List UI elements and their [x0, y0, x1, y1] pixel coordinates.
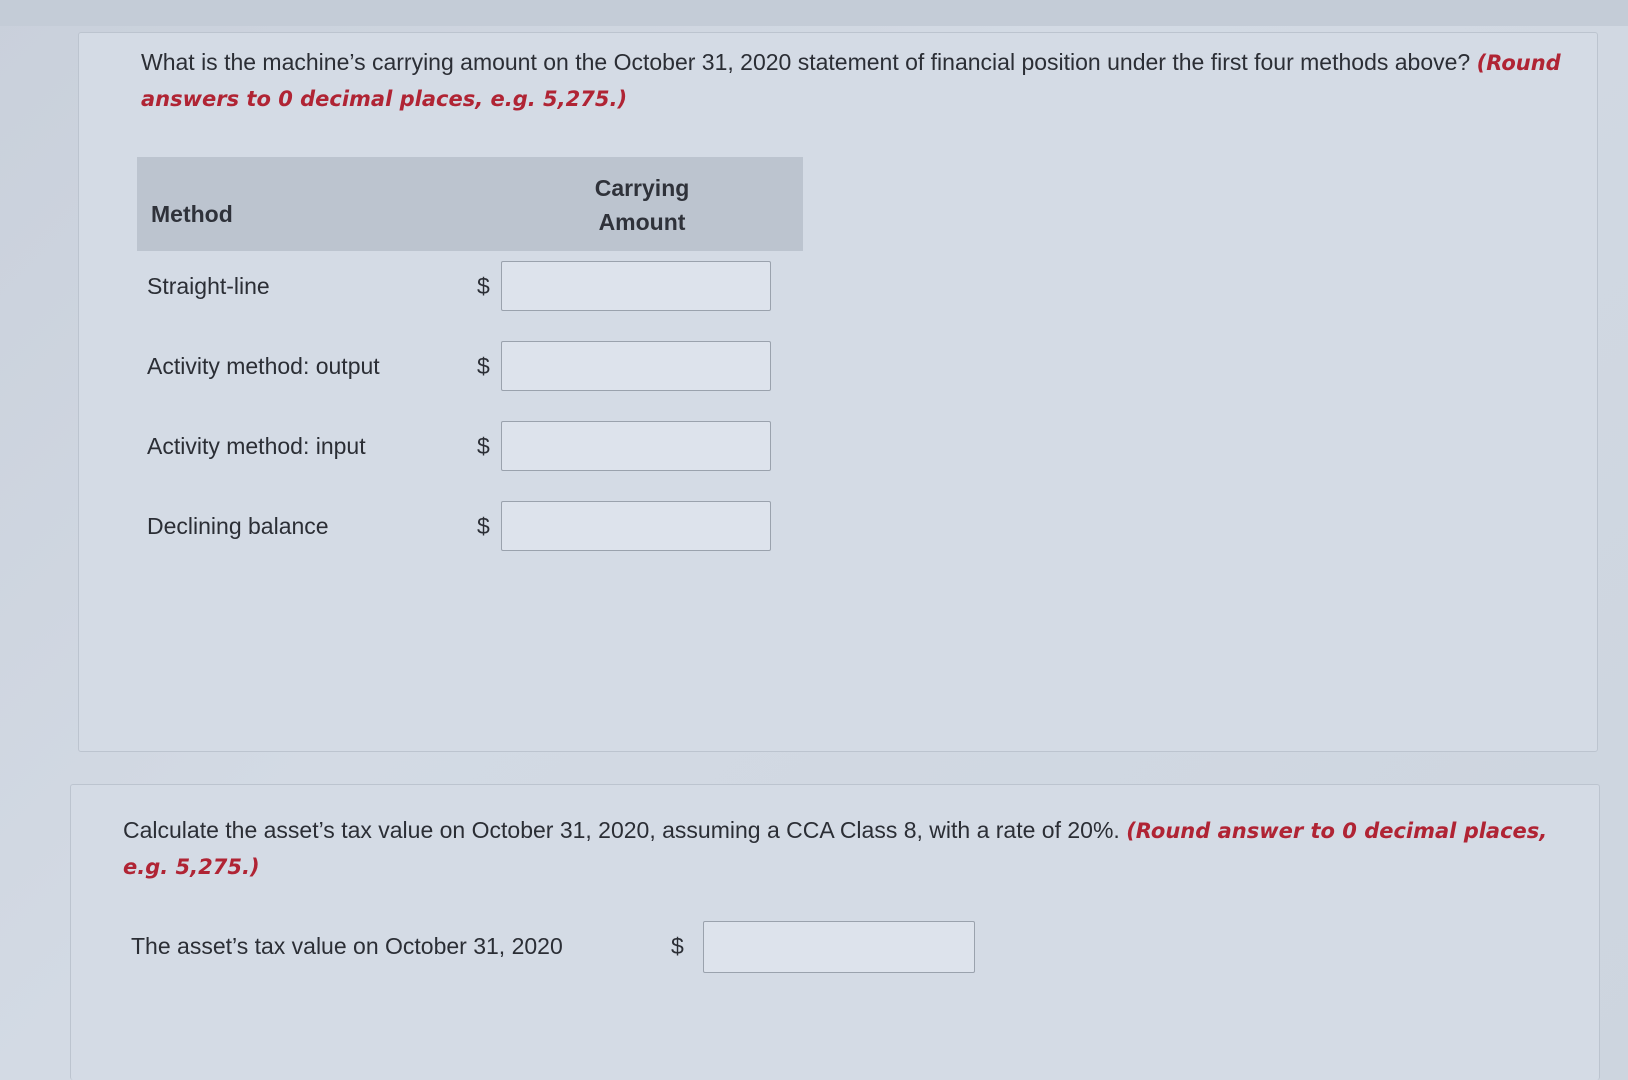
carrying-amount-panel	[78, 32, 1598, 752]
dollar-sign: $	[477, 513, 490, 539]
top-strip	[0, 0, 1628, 26]
dollar-sign: $	[671, 933, 684, 959]
dollar-sign: $	[477, 273, 490, 299]
tax-value-input[interactable]	[703, 921, 975, 973]
method-column-header: Method	[151, 201, 233, 227]
question-text: Calculate the asset’s tax value on October 31, 2020, assuming a CCA Class 8, with a rate of 20%.	[123, 817, 1120, 843]
row-label-activity-input: Activity method: input	[147, 433, 366, 459]
straight-line-amount-input[interactable]	[501, 261, 771, 311]
tax-value-panel	[70, 784, 1600, 1080]
table-header	[137, 157, 803, 251]
row-label-straight-line: Straight-line	[147, 273, 270, 299]
row-label-activity-output: Activity method: output	[147, 353, 380, 379]
table-row-activity-input	[137, 421, 803, 477]
tax-value-row	[131, 921, 971, 977]
activity-output-amount-input[interactable]	[501, 341, 771, 391]
declining-balance-amount-input[interactable]	[501, 501, 771, 551]
carrying-amount-question	[141, 45, 1561, 117]
table-row-declining-balance	[137, 501, 803, 557]
dollar-sign: $	[477, 433, 490, 459]
table-row-activity-output	[137, 341, 803, 397]
dollar-sign: $	[477, 353, 490, 379]
question-text: What is the machine’s carrying amount on the October 31, 2020 statement of financial position under the first four methods above?	[141, 49, 1471, 75]
tax-value-label: The asset’s tax value on October 31, 2020	[131, 933, 563, 959]
rounding-hint: (Round answer to 0 decimal places, e.g. 5,275.)	[123, 819, 1548, 879]
row-label-declining-balance: Declining balance	[147, 513, 329, 539]
tax-value-question	[123, 813, 1563, 885]
carrying-amount-column-header	[567, 171, 717, 239]
table-row-straight-line	[137, 261, 803, 317]
carrying-amount-header-line2: Amount	[598, 209, 686, 235]
rounding-hint: (Round answers to 0 decimal places, e.g. 5,275.)	[141, 51, 1561, 111]
carrying-amount-header-line1: Carrying	[594, 175, 690, 201]
activity-input-amount-input[interactable]	[501, 421, 771, 471]
